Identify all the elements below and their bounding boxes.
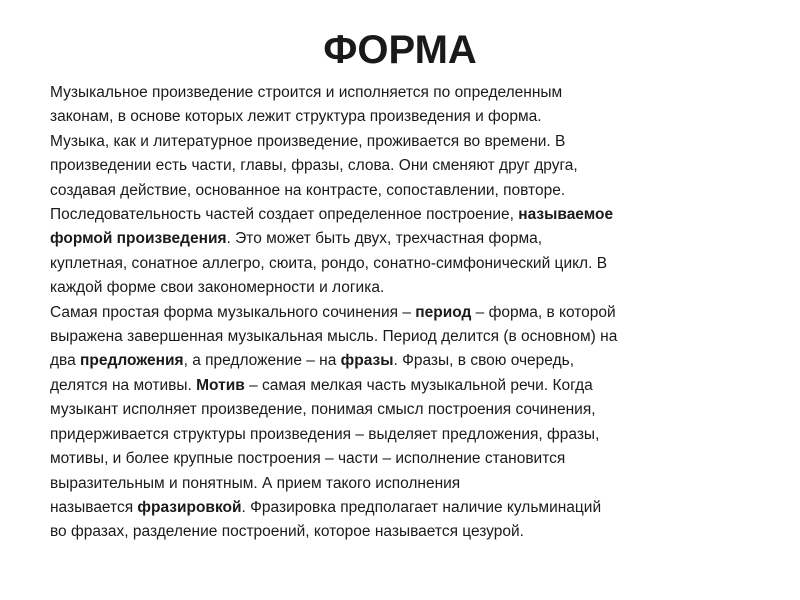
text-line xyxy=(50,496,770,520)
text-line xyxy=(50,520,770,544)
text-segment: . Фразировка предполагает наличие кульминаций xyxy=(241,498,602,516)
text-segment: Последовательность частей создает определенное построение, xyxy=(50,206,519,224)
bold-term: Мотив xyxy=(196,376,245,394)
text-line xyxy=(50,447,770,471)
text-segment: – самая мелкая часть музыкальной речи. Когда xyxy=(244,376,593,394)
text-segment: законам, в основе которых лежит структура произведения и форма. xyxy=(50,108,542,126)
text-segment: музыкант исполняет произведение, понимая смысл построения сочинения, xyxy=(50,401,596,419)
body-text xyxy=(50,81,770,545)
text-line xyxy=(50,179,770,203)
text-line xyxy=(50,423,770,447)
text-segment: произведении есть части, главы, фразы, слова. Они сменяют друг друга, xyxy=(50,157,578,175)
bold-term: фразы xyxy=(340,352,394,370)
text-segment: делятся на мотивы. xyxy=(50,376,197,394)
text-line xyxy=(50,252,770,276)
text-segment: . Фразы, в свою очередь, xyxy=(393,352,574,370)
text-line xyxy=(50,301,770,325)
text-segment: . Это может быть двух, трехчастная форма, xyxy=(226,230,543,248)
text-segment: придерживается структуры произведения – выделяет предложения, фразы, xyxy=(50,425,600,443)
text-segment: – форма, в которой xyxy=(471,303,616,321)
text-segment: во фразах, разделение построений, которое называется цезурой. xyxy=(50,523,524,541)
text-line xyxy=(50,130,770,154)
text-segment: Музыка, как и литературное произведение, проживается во времени. В xyxy=(50,132,566,150)
text-segment: Самая простая форма музыкального сочинения – xyxy=(50,303,416,321)
text-segment: мотивы, и более крупные построения – части – исполнение становится xyxy=(50,450,566,468)
text-line xyxy=(50,276,770,300)
bold-term: предложения xyxy=(80,352,184,370)
text-line xyxy=(50,154,770,178)
bold-term: период xyxy=(415,303,472,321)
text-line xyxy=(50,398,770,422)
bold-term: формой произведения xyxy=(50,230,227,248)
text-line xyxy=(50,349,770,373)
text-line xyxy=(50,81,770,105)
text-line xyxy=(50,203,770,227)
text-segment: называется xyxy=(50,498,138,516)
text-segment: , а предложение – на xyxy=(183,352,341,370)
bold-term: фразировкой xyxy=(137,498,242,516)
text-segment: Музыкальное произведение строится и исполняется по определенным xyxy=(50,84,563,101)
slide-title: ФОРМА xyxy=(323,28,477,72)
bold-term: называемое xyxy=(518,206,614,224)
text-segment: выражена завершенная музыкальная мысль. Период делится (в основном) на xyxy=(50,328,618,346)
text-line xyxy=(50,325,770,349)
text-segment: создавая действие, основанное на контрасте, сопоставлении, повторе. xyxy=(50,181,566,199)
text-line xyxy=(50,472,770,496)
text-line xyxy=(50,227,770,251)
text-segment: два xyxy=(50,352,81,370)
text-segment: каждой форме свои закономерности и логика. xyxy=(50,279,385,297)
text-segment: выразительным и понятным. А прием такого исполнения xyxy=(50,474,461,492)
text-line xyxy=(50,105,770,129)
text-line xyxy=(50,374,770,398)
text-segment: куплетная, сонатное аллегро, сюита, рондо, сонатно-симфонический цикл. В xyxy=(50,254,608,272)
